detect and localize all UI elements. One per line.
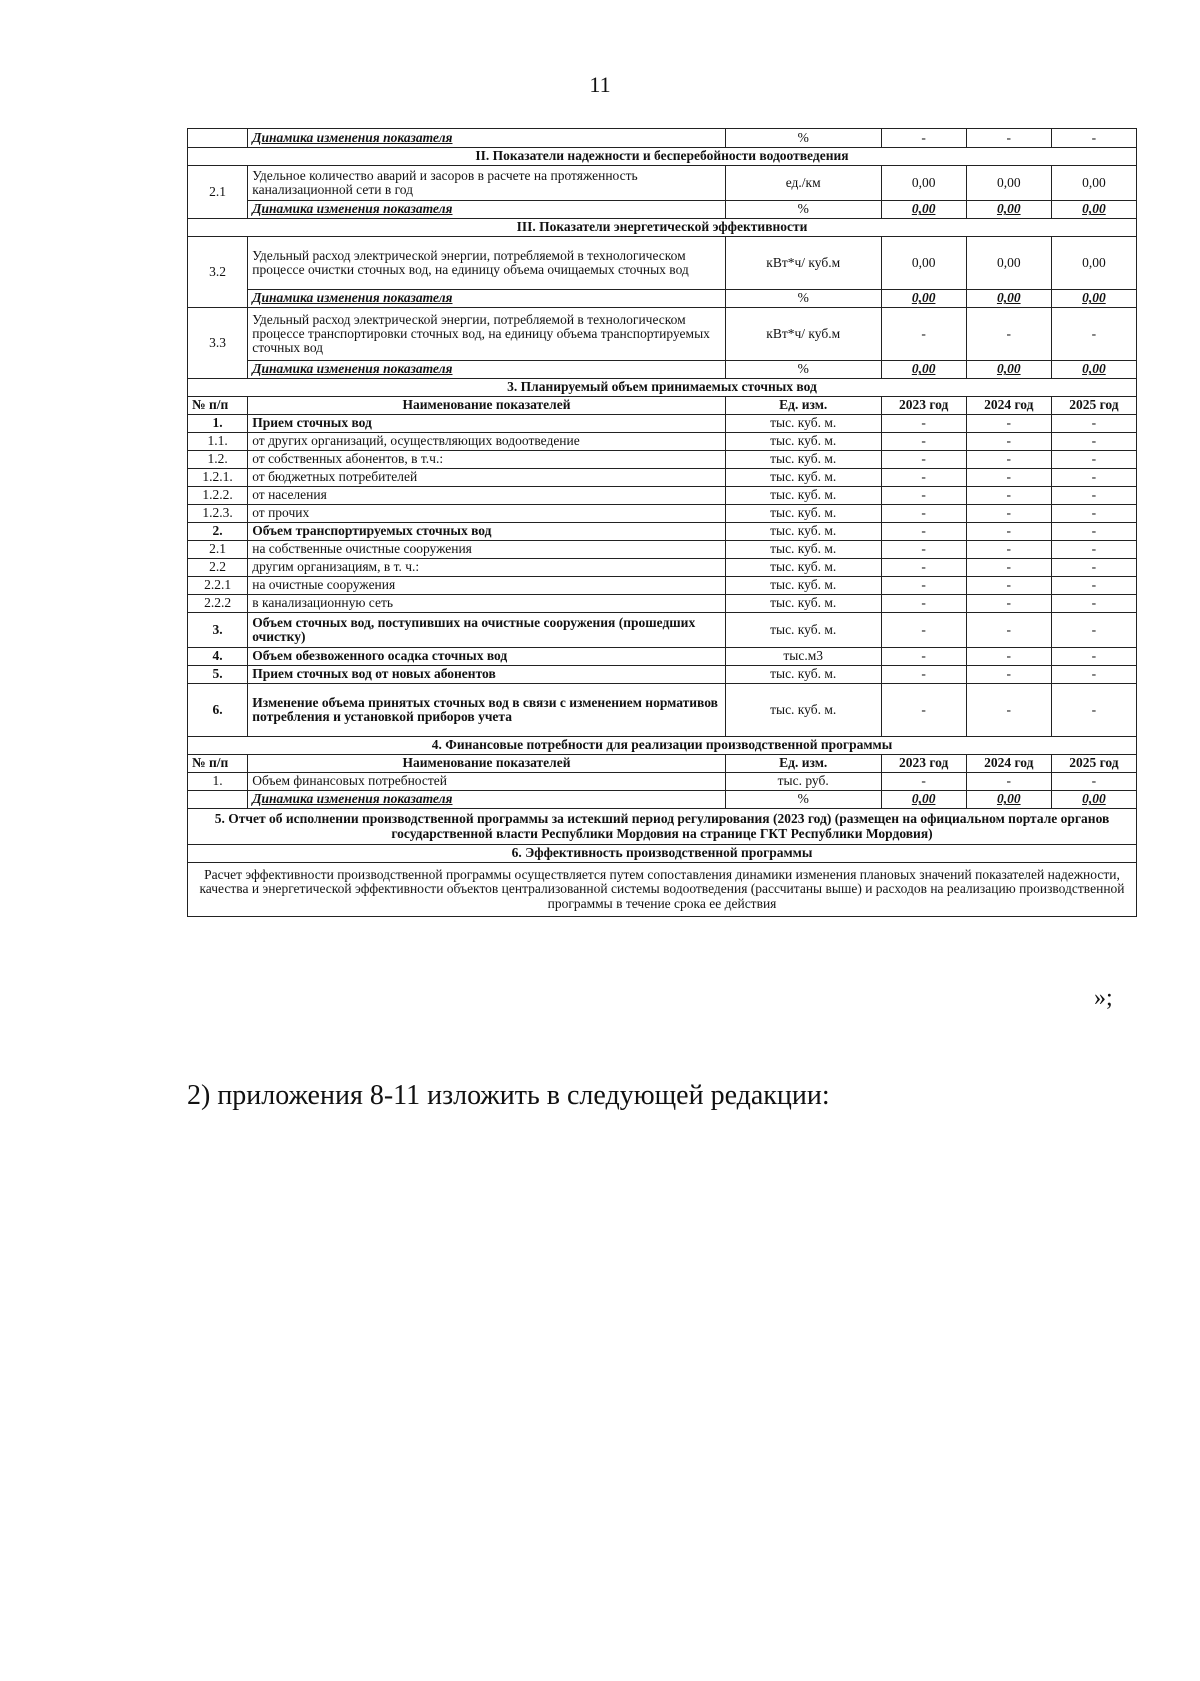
column-header-row: № п/п Наименование показателей Ед. изм. 2023 год 2024 год 2025 год — [188, 397, 1137, 415]
table-row: 1.2.3. от прочих тыс. куб. м. - - - — [188, 505, 1137, 523]
table-row: Динамика изменения показателя % 0,00 0,00 0,00 — [188, 361, 1137, 379]
section-header — [188, 737, 1137, 755]
table-row: 1.2. от собственных абонентов, в т.ч.: тыс. куб. м. - - - — [188, 451, 1137, 469]
table-row: 2.2.2 в канализационную сеть тыс. куб. м. - - - — [188, 595, 1137, 613]
table-row: 2.2 другим организациям, в т. ч.: тыс. куб. м. - - - — [188, 559, 1137, 577]
table-row: 5. Прием сточных вод от новых абонентов тыс. куб. м. - - - — [188, 666, 1137, 684]
section-title-energy: III. Показатели энергетической эффективности — [188, 219, 1137, 237]
section-title-finance: 4. Финансовые потребности для реализации производственной программы — [188, 737, 1137, 755]
table-row: 1. Объем финансовых потребностей тыс. руб. - - - — [188, 773, 1137, 791]
section-header — [188, 809, 1137, 845]
table-row: 2.1 на собственные очистные сооружения тыс. куб. м. - - - — [188, 541, 1137, 559]
section-header — [188, 845, 1137, 863]
table-row: 1.2.2. от населения тыс. куб. м. - - - — [188, 487, 1137, 505]
table-row: 3.2 Удельный расход электрической энергии, потребляемой в технологическом процессе очистки сточных вод, на единицу объема очищаемых сточных вод кВт*ч/ куб.м 0,00 0,00 0,00 — [188, 237, 1137, 290]
table-row: 1.1. от других организаций, осуществляющих водоотведение тыс. куб. м. - - - — [188, 433, 1137, 451]
closing-quote: »; — [1094, 985, 1113, 1011]
table-row: 3.3 Удельный расход электрической энергии, потребляемой в технологическом процессе транспортировки сточных вод, на единицу объема транспортируемых сточных вод кВт*ч/ куб.м - - - — [188, 308, 1137, 361]
page-number: 11 — [589, 72, 611, 97]
section-title-reliability: II. Показатели надежности и бесперебойности водоотведения — [188, 148, 1137, 166]
table-row: 1. Прием сточных вод тыс. куб. м. - - - — [188, 415, 1137, 433]
section-title-volume: 3. Планируемый объем принимаемых сточных вод — [188, 379, 1137, 397]
table-row: 2. Объем транспортируемых сточных вод тыс. куб. м. - - - — [188, 523, 1137, 541]
table-row: 2.2.1 на очистные сооружения тыс. куб. м. - - - — [188, 577, 1137, 595]
section-header — [188, 148, 1137, 166]
section-title-report: 5. Отчет об исполнении производственной программы за истекший период регулирования (2023 год) (размещен на официальном портале органов государственной власти Республики Мордовия на странице ГКТ Республики Мордовия) — [188, 809, 1137, 845]
table-row — [188, 863, 1137, 917]
table-row: 1.2.1. от бюджетных потребителей тыс. куб. м. - - - — [188, 469, 1137, 487]
table-row: Динамика изменения показателя % 0,00 0,00 0,00 — [188, 201, 1137, 219]
program-table — [187, 128, 1137, 917]
table-row: 6. Изменение объема принятых сточных вод в связи с изменением нормативов потребления и установкой приборов учета тыс. куб. м. - - - — [188, 684, 1137, 737]
section-title-efficiency: 6. Эффективность производственной программы — [188, 845, 1137, 863]
section-header — [188, 379, 1137, 397]
table-row: 4. Объем обезвоженного осадка сточных вод тыс.м3 - - - — [188, 648, 1137, 666]
table-row: 2.1 Удельное количество аварий и засоров в расчете на протяженность канализационной сети в год ед./км 0,00 0,00 0,00 — [188, 166, 1137, 201]
table-row: 3. Объем сточных вод, поступивших на очистные сооружения (прошедших очистку) тыс. куб. м. - - - — [188, 613, 1137, 648]
column-header-row: № п/п Наименование показателей Ед. изм. 2023 год 2024 год 2025 год — [188, 755, 1137, 773]
dynamics-label: Динамика изменения показателя — [248, 129, 726, 148]
table-row: Динамика изменения показателя % 0,00 0,00 0,00 — [188, 290, 1137, 308]
amendment-paragraph: 2) приложения 8-11 изложить в следующей редакции: — [187, 1080, 830, 1111]
section-header — [188, 219, 1137, 237]
efficiency-text: Расчет эффективности производственной программы осуществляется путем сопоставления динамики изменения плановых значений показателей надежности, качества и энергетической эффективности объектов централизованной системы водоотведения (рассчитаны выше) и расходов на реализацию производственной программы в течение срока ее действия — [188, 863, 1137, 917]
table-row: Динамика изменения показателя % 0,00 0,00 0,00 — [188, 791, 1137, 809]
table-row: Динамика изменения показателя % - - - — [188, 129, 1137, 148]
